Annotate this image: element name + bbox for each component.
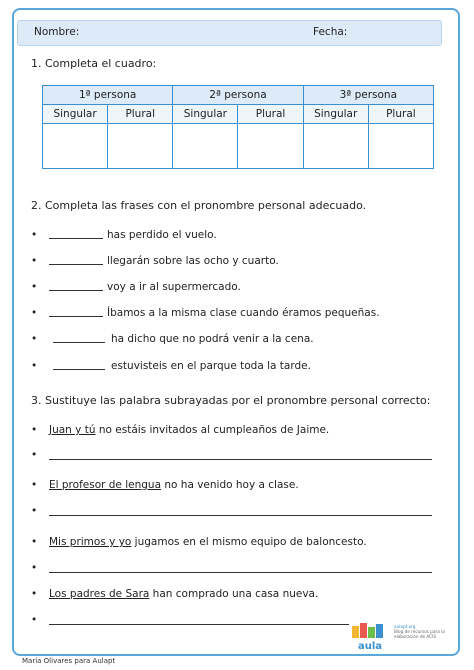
header-plural-2: Plural xyxy=(238,105,303,124)
header-singular-2: Singular xyxy=(173,105,238,124)
underlined-phrase: El profesor de lengua xyxy=(49,479,162,491)
answer-line[interactable] xyxy=(49,459,432,460)
footer-author: María Olivares para Aulapt xyxy=(22,657,116,665)
header-person-1: 1ª persona xyxy=(43,86,173,105)
answer-cell[interactable] xyxy=(108,124,173,169)
section1-title: 1. Completa el cuadro: xyxy=(31,57,157,70)
answer-blank[interactable] xyxy=(49,290,103,291)
sentence-text: voy a ir al supermercado. xyxy=(107,281,241,293)
answer-cell[interactable] xyxy=(303,124,368,169)
logo-caption-block xyxy=(394,624,448,640)
sentence-text: no estáis invitados al cumpleaños de Jaime. xyxy=(95,424,330,436)
bullet: • xyxy=(31,333,38,345)
header-plural-1: Plural xyxy=(108,105,173,124)
answer-line-row xyxy=(31,449,432,461)
underlined-phrase: Juan y tú xyxy=(49,424,96,436)
date-label: Fecha: xyxy=(313,26,348,38)
answer-line[interactable] xyxy=(49,515,432,516)
sentence-text: jugamos en el mismo equipo de baloncesto. xyxy=(131,536,367,548)
header-person-3: 3ª persona xyxy=(303,86,433,105)
sentence-text: no ha venido hoy a clase. xyxy=(161,479,299,491)
answer-cell[interactable] xyxy=(368,124,433,169)
answer-blank[interactable] xyxy=(53,369,105,370)
aulapt-logo-mark xyxy=(350,622,390,654)
answer-blank[interactable] xyxy=(53,342,105,343)
sentence-text: ha dicho que no podrá venir a la cena. xyxy=(111,333,314,345)
bullet: • xyxy=(31,307,38,319)
logo-site: aulapt.org xyxy=(394,624,416,629)
answer-cell[interactable] xyxy=(43,124,108,169)
logo-word: aula xyxy=(357,641,383,652)
bullet: • xyxy=(31,449,38,461)
header-singular-1: Singular xyxy=(43,105,108,124)
bullet: • xyxy=(31,614,38,626)
header-bar xyxy=(17,20,442,46)
exercise2-item xyxy=(31,360,311,372)
answer-line-row xyxy=(31,562,432,574)
answer-line-row xyxy=(31,505,432,517)
header-singular-3: Singular xyxy=(303,105,368,124)
sentence-text: has perdido el vuelo. xyxy=(107,229,217,241)
sentence-text: estuvisteis en el parque toda la tarde. xyxy=(111,360,311,372)
underlined-phrase: Los padres de Sara xyxy=(49,588,150,600)
section3-title: 3. Sustituye las palabra subrayadas por el pronombre personal correcto: xyxy=(31,394,431,407)
bullet: • xyxy=(31,229,38,241)
aulapt-logo xyxy=(350,620,448,654)
bullet: • xyxy=(31,479,38,491)
exercise3-item xyxy=(31,588,318,600)
answer-line[interactable] xyxy=(49,624,349,625)
name-label: Nombre: xyxy=(34,26,80,38)
sentence-text: Íbamos a la misma clase cuando éramos pequeñas. xyxy=(107,307,380,319)
exercise2-item xyxy=(31,229,217,241)
underlined-phrase: Mis primos y yo xyxy=(49,536,132,548)
header-plural-3: Plural xyxy=(368,105,433,124)
exercise2-item xyxy=(31,281,241,293)
exercise3-item xyxy=(31,536,367,548)
exercise2-item xyxy=(31,307,380,319)
bullet: • xyxy=(31,360,38,372)
answer-line[interactable] xyxy=(49,572,432,573)
answer-line-row xyxy=(31,614,349,626)
bullet: • xyxy=(31,588,38,600)
bullet: • xyxy=(31,281,38,293)
pronoun-table xyxy=(42,85,434,169)
bullet: • xyxy=(31,255,38,267)
header-person-2: 2ª persona xyxy=(173,86,303,105)
bullet: • xyxy=(31,562,38,574)
answer-cell[interactable] xyxy=(238,124,303,169)
exercise3-item xyxy=(31,424,329,436)
bullet: • xyxy=(31,424,38,436)
answer-blank[interactable] xyxy=(49,316,103,317)
answer-blank[interactable] xyxy=(49,264,103,265)
exercise3-item xyxy=(31,479,299,491)
answer-cell[interactable] xyxy=(173,124,238,169)
answer-blank[interactable] xyxy=(49,238,103,239)
bullet: • xyxy=(31,505,38,517)
sentence-text: han comprado una casa nueva. xyxy=(149,588,319,600)
exercise2-item xyxy=(31,255,279,267)
logo-caption: Blog de recursos para la elaboración de ACIS xyxy=(394,629,445,640)
bullet: • xyxy=(31,536,38,548)
section2-title: 2. Completa las frases con el pronombre personal adecuado. xyxy=(31,199,367,212)
exercise2-item xyxy=(31,333,314,345)
sentence-text: llegarán sobre las ocho y cuarto. xyxy=(107,255,279,267)
